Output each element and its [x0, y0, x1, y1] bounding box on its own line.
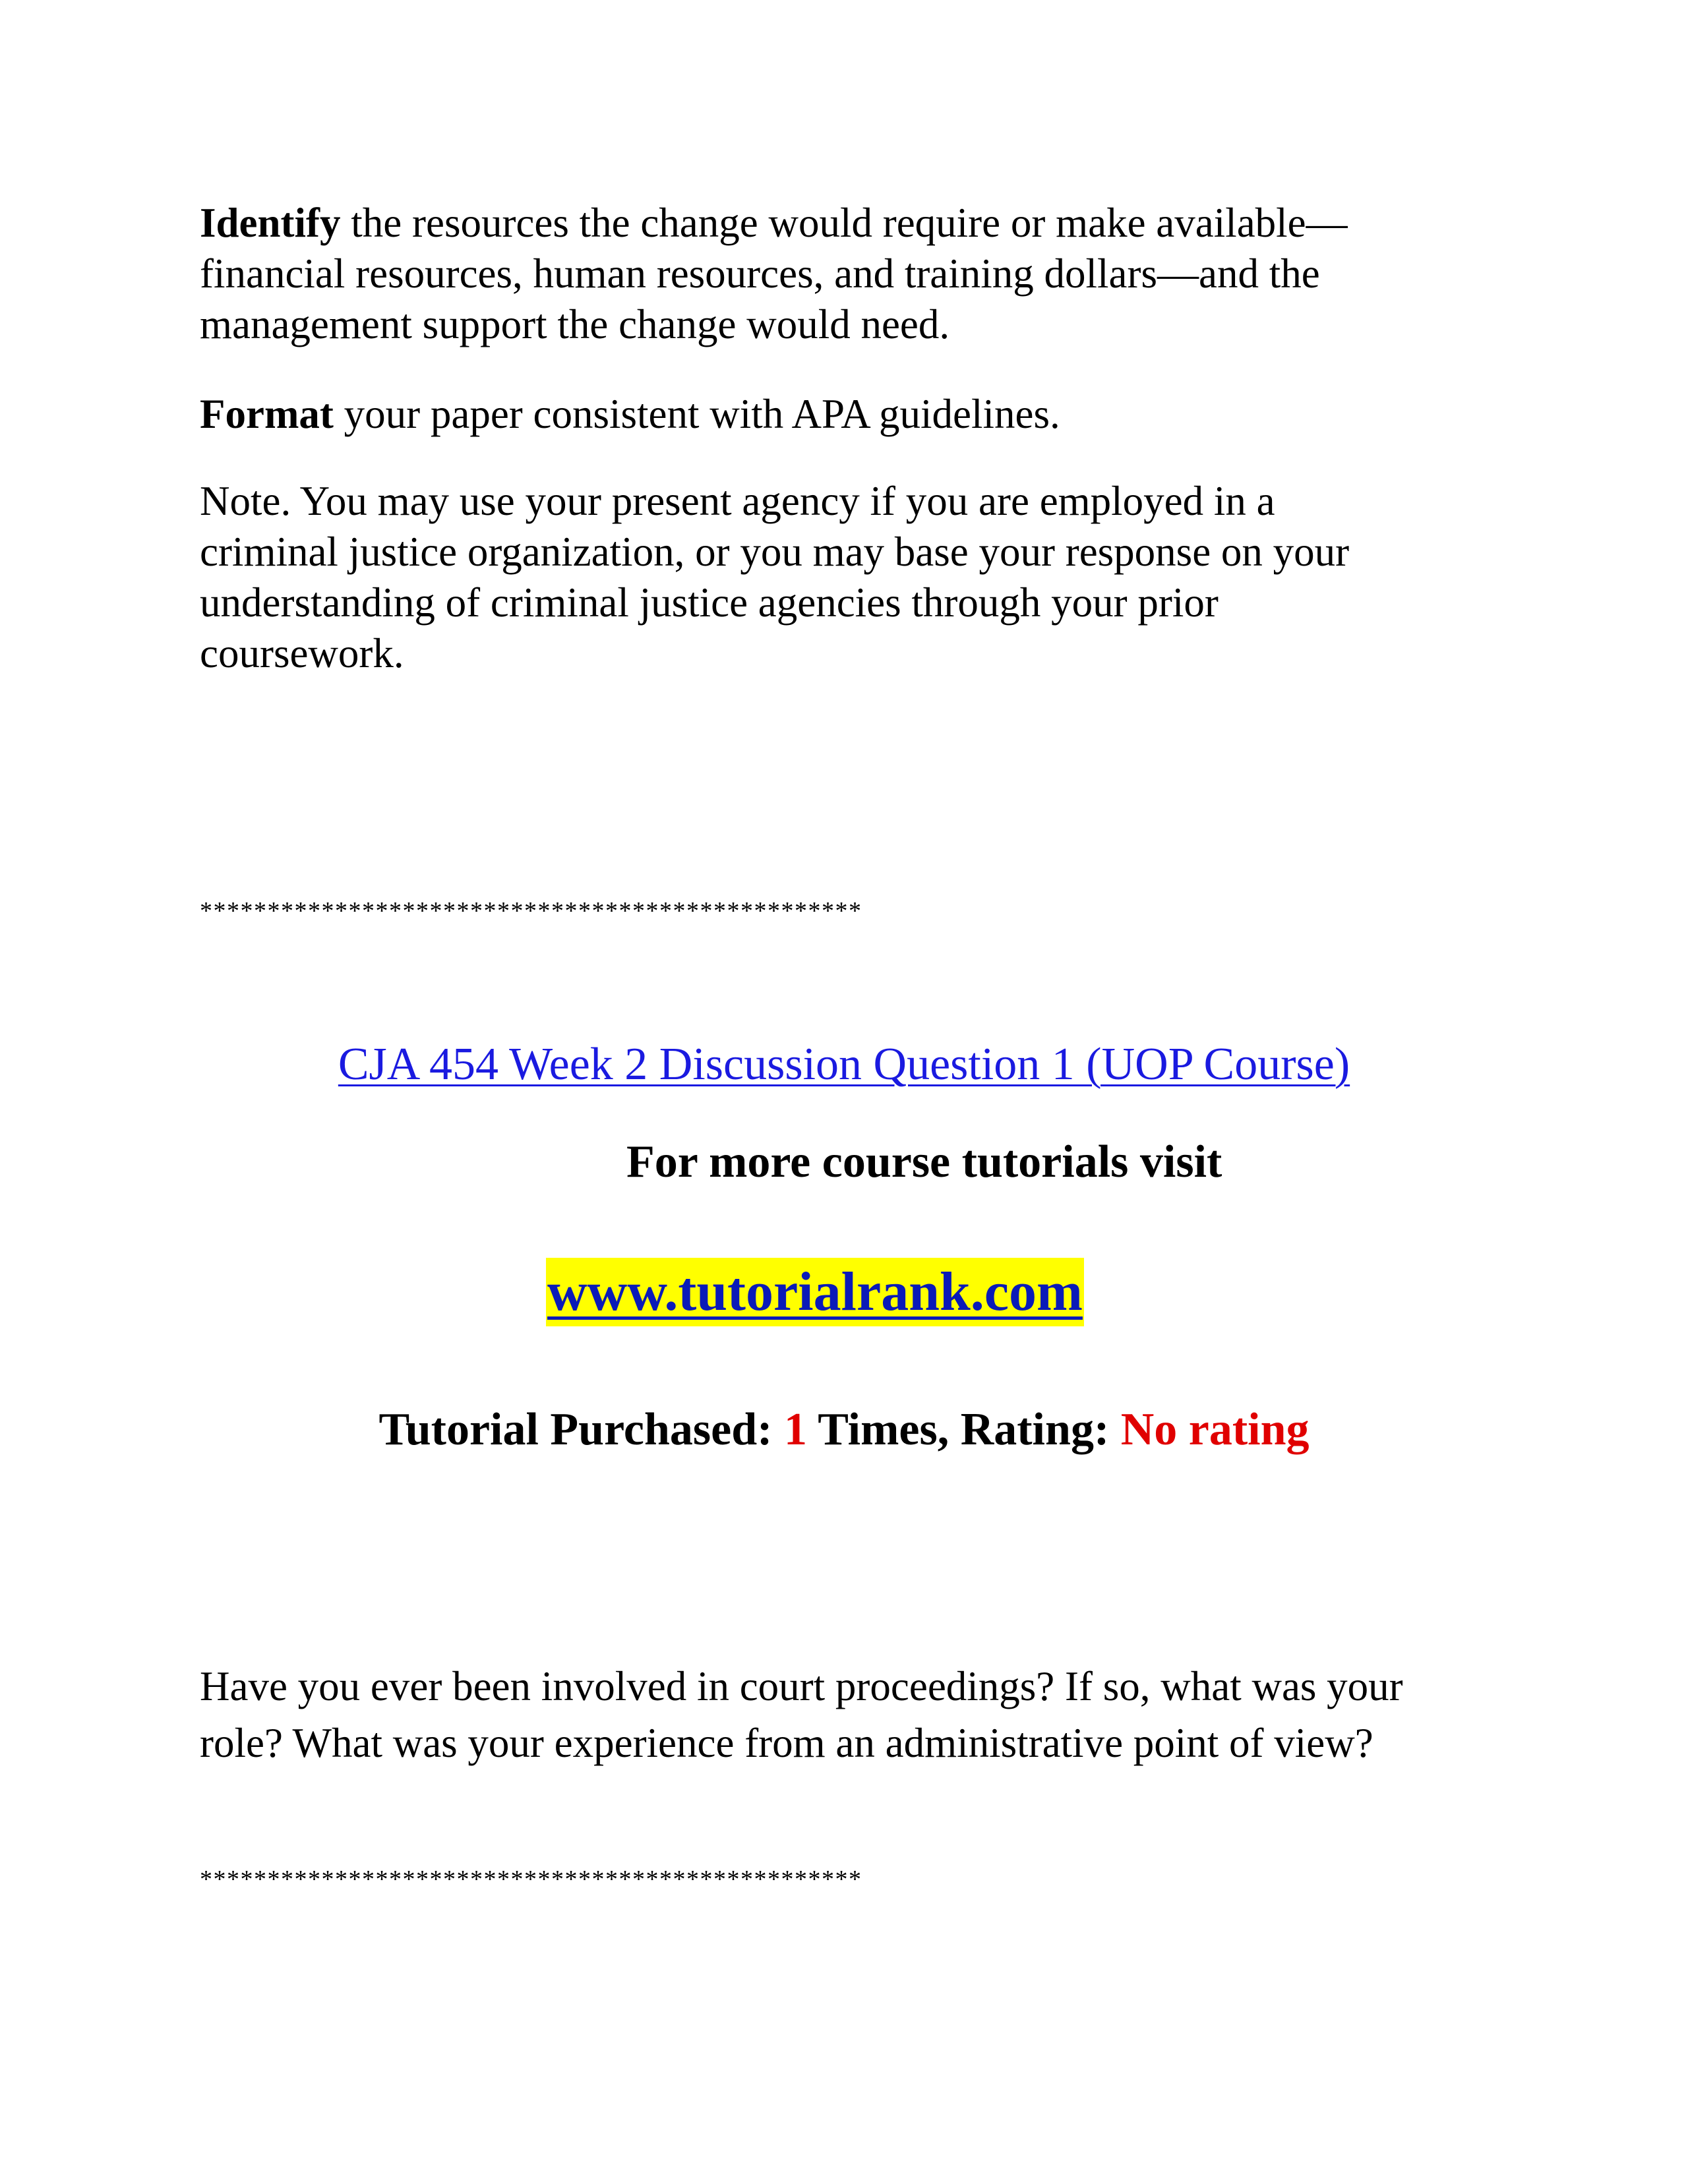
question-line2: role? What was your experience from an administrative point of view?	[200, 1720, 1373, 1766]
identify-label: Identify	[200, 200, 341, 246]
stats-prefix: Tutorial Purchased:	[378, 1404, 784, 1455]
format-text: your paper consistent with APA guidelines.	[333, 391, 1060, 437]
course-title-link[interactable]: CJA 454 Week 2 Discussion Question 1 (UOP Course)	[338, 1039, 1350, 1090]
note-line3: understanding of criminal justice agencies through your prior	[200, 579, 1219, 626]
format-label: Format	[200, 391, 334, 437]
note-line1: Note. You may use your present agency if you are employed in a	[200, 478, 1275, 524]
identify-text-line3: management support the change would need.	[200, 301, 950, 347]
tutorial-stats	[0, 1402, 1688, 1458]
note-paragraph	[200, 476, 1519, 679]
rating-value: No rating	[1120, 1404, 1310, 1455]
more-tutorials-text: For more course tutorials visit	[626, 1136, 1222, 1187]
question-line1: Have you ever been involved in court proceedings? If so, what was your	[200, 1663, 1403, 1709]
tutorialrank-link[interactable]: www.tutorialrank.com	[546, 1258, 1084, 1326]
separator-top: *************************************************	[200, 897, 862, 925]
course-title	[0, 1036, 1688, 1093]
format-paragraph	[200, 389, 1519, 440]
note-line2: criminal justice organization, or you may base your response on your	[200, 529, 1350, 575]
note-line4: coursework.	[200, 630, 404, 676]
separator-bottom: *************************************************	[200, 1866, 862, 1893]
purchased-count: 1	[783, 1404, 807, 1455]
site-link-wrapper	[546, 1258, 1084, 1326]
identify-paragraph	[200, 198, 1519, 350]
question-paragraph	[200, 1658, 1519, 1771]
identify-text-line2: financial resources, human resources, and training dollars—and the	[200, 251, 1320, 297]
identify-text-line1: the resources the change would require or make available—	[340, 200, 1348, 246]
stats-middle: Times, Rating:	[806, 1404, 1121, 1455]
